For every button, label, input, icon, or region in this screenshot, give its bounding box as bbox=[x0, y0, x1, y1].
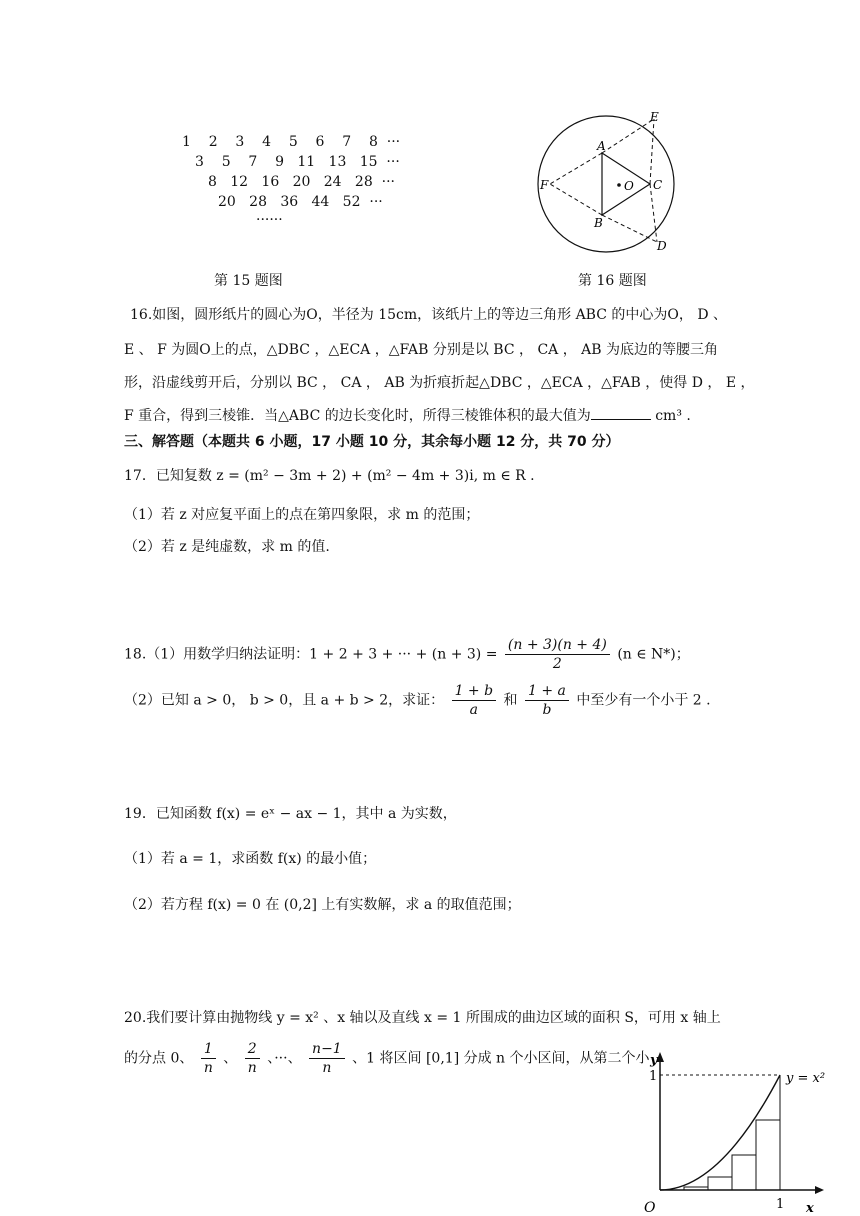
fig15-row-3: 8 12 16 20 24 28 ··· bbox=[208, 174, 395, 190]
q18-frac-num: (n + 3)(n + 4) bbox=[505, 636, 610, 655]
fig20-label-curve: y = x² bbox=[786, 1071, 826, 1086]
q17-stem: 17．已知复数 z = (m² − 3m + 2) + (m² − 4m + 3)i, m ∈ R . bbox=[124, 468, 535, 484]
fig16-label-e: E bbox=[650, 110, 659, 124]
q18-fraction bbox=[505, 636, 610, 673]
fig20-x-arrow bbox=[815, 1186, 824, 1194]
fig20-parabola-diagram bbox=[640, 1050, 850, 1216]
q20-frac-c: $\frac{n-1}{n}$ bbox=[309, 1040, 345, 1077]
q20-frac-a: $\frac{1}{n}$ bbox=[201, 1040, 216, 1077]
q18-fraction-2 bbox=[525, 682, 569, 719]
fig16-label-o: O bbox=[624, 179, 634, 193]
q19-part-2: （2）若方程 f(x) = 0 在 (0,2] 上有实数解，求 a 的取值范围； bbox=[124, 897, 521, 913]
fig20-label-origin: O bbox=[644, 1200, 656, 1216]
q16-line-3: 形，沿虚线剪开后，分别以 BC ， CA ， AB 为折痕折起△DBC ，△ECA ，△FAB ，使得 D ， E ， bbox=[124, 375, 755, 391]
q18-f1-den: a bbox=[469, 702, 478, 718]
q20-line-1: 20.我们要计算由抛物线 y = x² 、x 轴以及直线 x = 1 所围成的曲边区域的面积 S，可用 x 轴上 bbox=[124, 1010, 721, 1026]
fig15-row-5: ······ bbox=[256, 212, 283, 228]
q18-f2-den: b bbox=[542, 702, 552, 718]
fig16-label-d: D bbox=[657, 239, 667, 253]
q18-p2-lead: （2）已知 a > 0， b > 0，且 a + b > 2，求证： bbox=[124, 692, 445, 709]
q20-frac-b: $\frac{2}{n}$ bbox=[245, 1040, 260, 1077]
q18-lead: 18.（1）用数学归纳法证明：1 + 2 + 3 + ··· + (n + 3) = bbox=[124, 646, 498, 663]
fig15-row-4: 20 28 36 44 52 ··· bbox=[218, 194, 383, 210]
fig16-label-c: C bbox=[653, 178, 663, 192]
fig16-label-b: B bbox=[594, 216, 603, 230]
q17-part-2: （2）若 z 是纯虚数，求 m 的值. bbox=[124, 539, 330, 555]
q19-stem: 19．已知函数 f(x) = eˣ − ax − 1，其中 a 为实数， bbox=[124, 806, 457, 822]
q20-line-2: 的分点 0、 $\frac{1}{n}$ 、 $\frac{2}{n}$ 、···、 $\frac{n-1}{n}$ 、1 将区间 [0,1] 分成 n 个小区间，从第二个小 bbox=[124, 1041, 650, 1076]
fig15-caption: 第 15 题图 bbox=[214, 273, 283, 289]
fig15-row-2: 3 5 7 9 11 13 15 ··· bbox=[195, 154, 400, 170]
q18-tail: (n ∈ N*)； bbox=[617, 646, 690, 663]
fig20-label-one-y: 1 bbox=[649, 1069, 658, 1084]
fig20-label-one-x: 1 bbox=[776, 1197, 785, 1212]
q18-and: 和 bbox=[503, 692, 518, 709]
q16-line-4-text: F 重合，得到三棱锥．当△ABC 的边长变化时，所得三棱锥体积的最大值为 bbox=[124, 408, 591, 424]
q16-unit: cm³ . bbox=[655, 408, 691, 424]
fig16-dashed-lines bbox=[550, 119, 657, 242]
q18-fraction-1 bbox=[452, 682, 497, 719]
q18-p2-tail: 中至少有一个小于 2 . bbox=[576, 692, 711, 709]
q18-frac-den: 2 bbox=[552, 656, 562, 672]
q16-line-1: 16.如图，圆形纸片的圆心为O，半径为 15cm，该纸片上的等边三角形 ABC 的中心为O， D 、 bbox=[130, 307, 727, 323]
q18-f1-num: 1 + b bbox=[452, 682, 497, 701]
fig16-diagram bbox=[530, 105, 680, 255]
fig20-rectangles bbox=[684, 1075, 780, 1190]
q16-line-2: E 、 F 为圆O上的点，△DBC ，△ECA ，△FAB 分别是以 BC ， CA ， AB 为底边的等腰三角 bbox=[124, 342, 719, 358]
q18-part-2 bbox=[124, 682, 711, 719]
q18-f2-num: 1 + a bbox=[525, 682, 569, 701]
q18-part-1 bbox=[124, 636, 690, 673]
fig15-row-1: 1 2 3 4 5 6 7 8 ··· bbox=[182, 134, 401, 150]
fig16-center-dot bbox=[617, 183, 621, 187]
q16-line-4 bbox=[124, 405, 691, 426]
fig20-parabola bbox=[660, 1075, 780, 1190]
section-3-heading: 三、解答题（本题共 6 小题，17 小题 10 分，其余每小题 12 分，共 70 分） bbox=[124, 434, 620, 450]
fig16-label-f: F bbox=[540, 178, 549, 192]
fig16-label-a: A bbox=[597, 139, 606, 153]
fig16-caption: 第 16 题图 bbox=[578, 273, 647, 289]
q17-part-1: （1）若 z 对应复平面上的点在第四象限，求 m 的范围； bbox=[124, 507, 480, 523]
fig20-label-y: y bbox=[650, 1053, 658, 1068]
q20-l2-tail: 、1 将区间 [0,1] 分成 n 个小区间，从第二个小 bbox=[352, 1050, 650, 1067]
q20-l2-lead: 的分点 0、 bbox=[124, 1050, 194, 1067]
q19-part-1: （1）若 a = 1，求函数 f(x) 的最小值； bbox=[124, 851, 377, 867]
answer-blank bbox=[591, 405, 651, 420]
fig20-label-x: x bbox=[806, 1201, 814, 1216]
